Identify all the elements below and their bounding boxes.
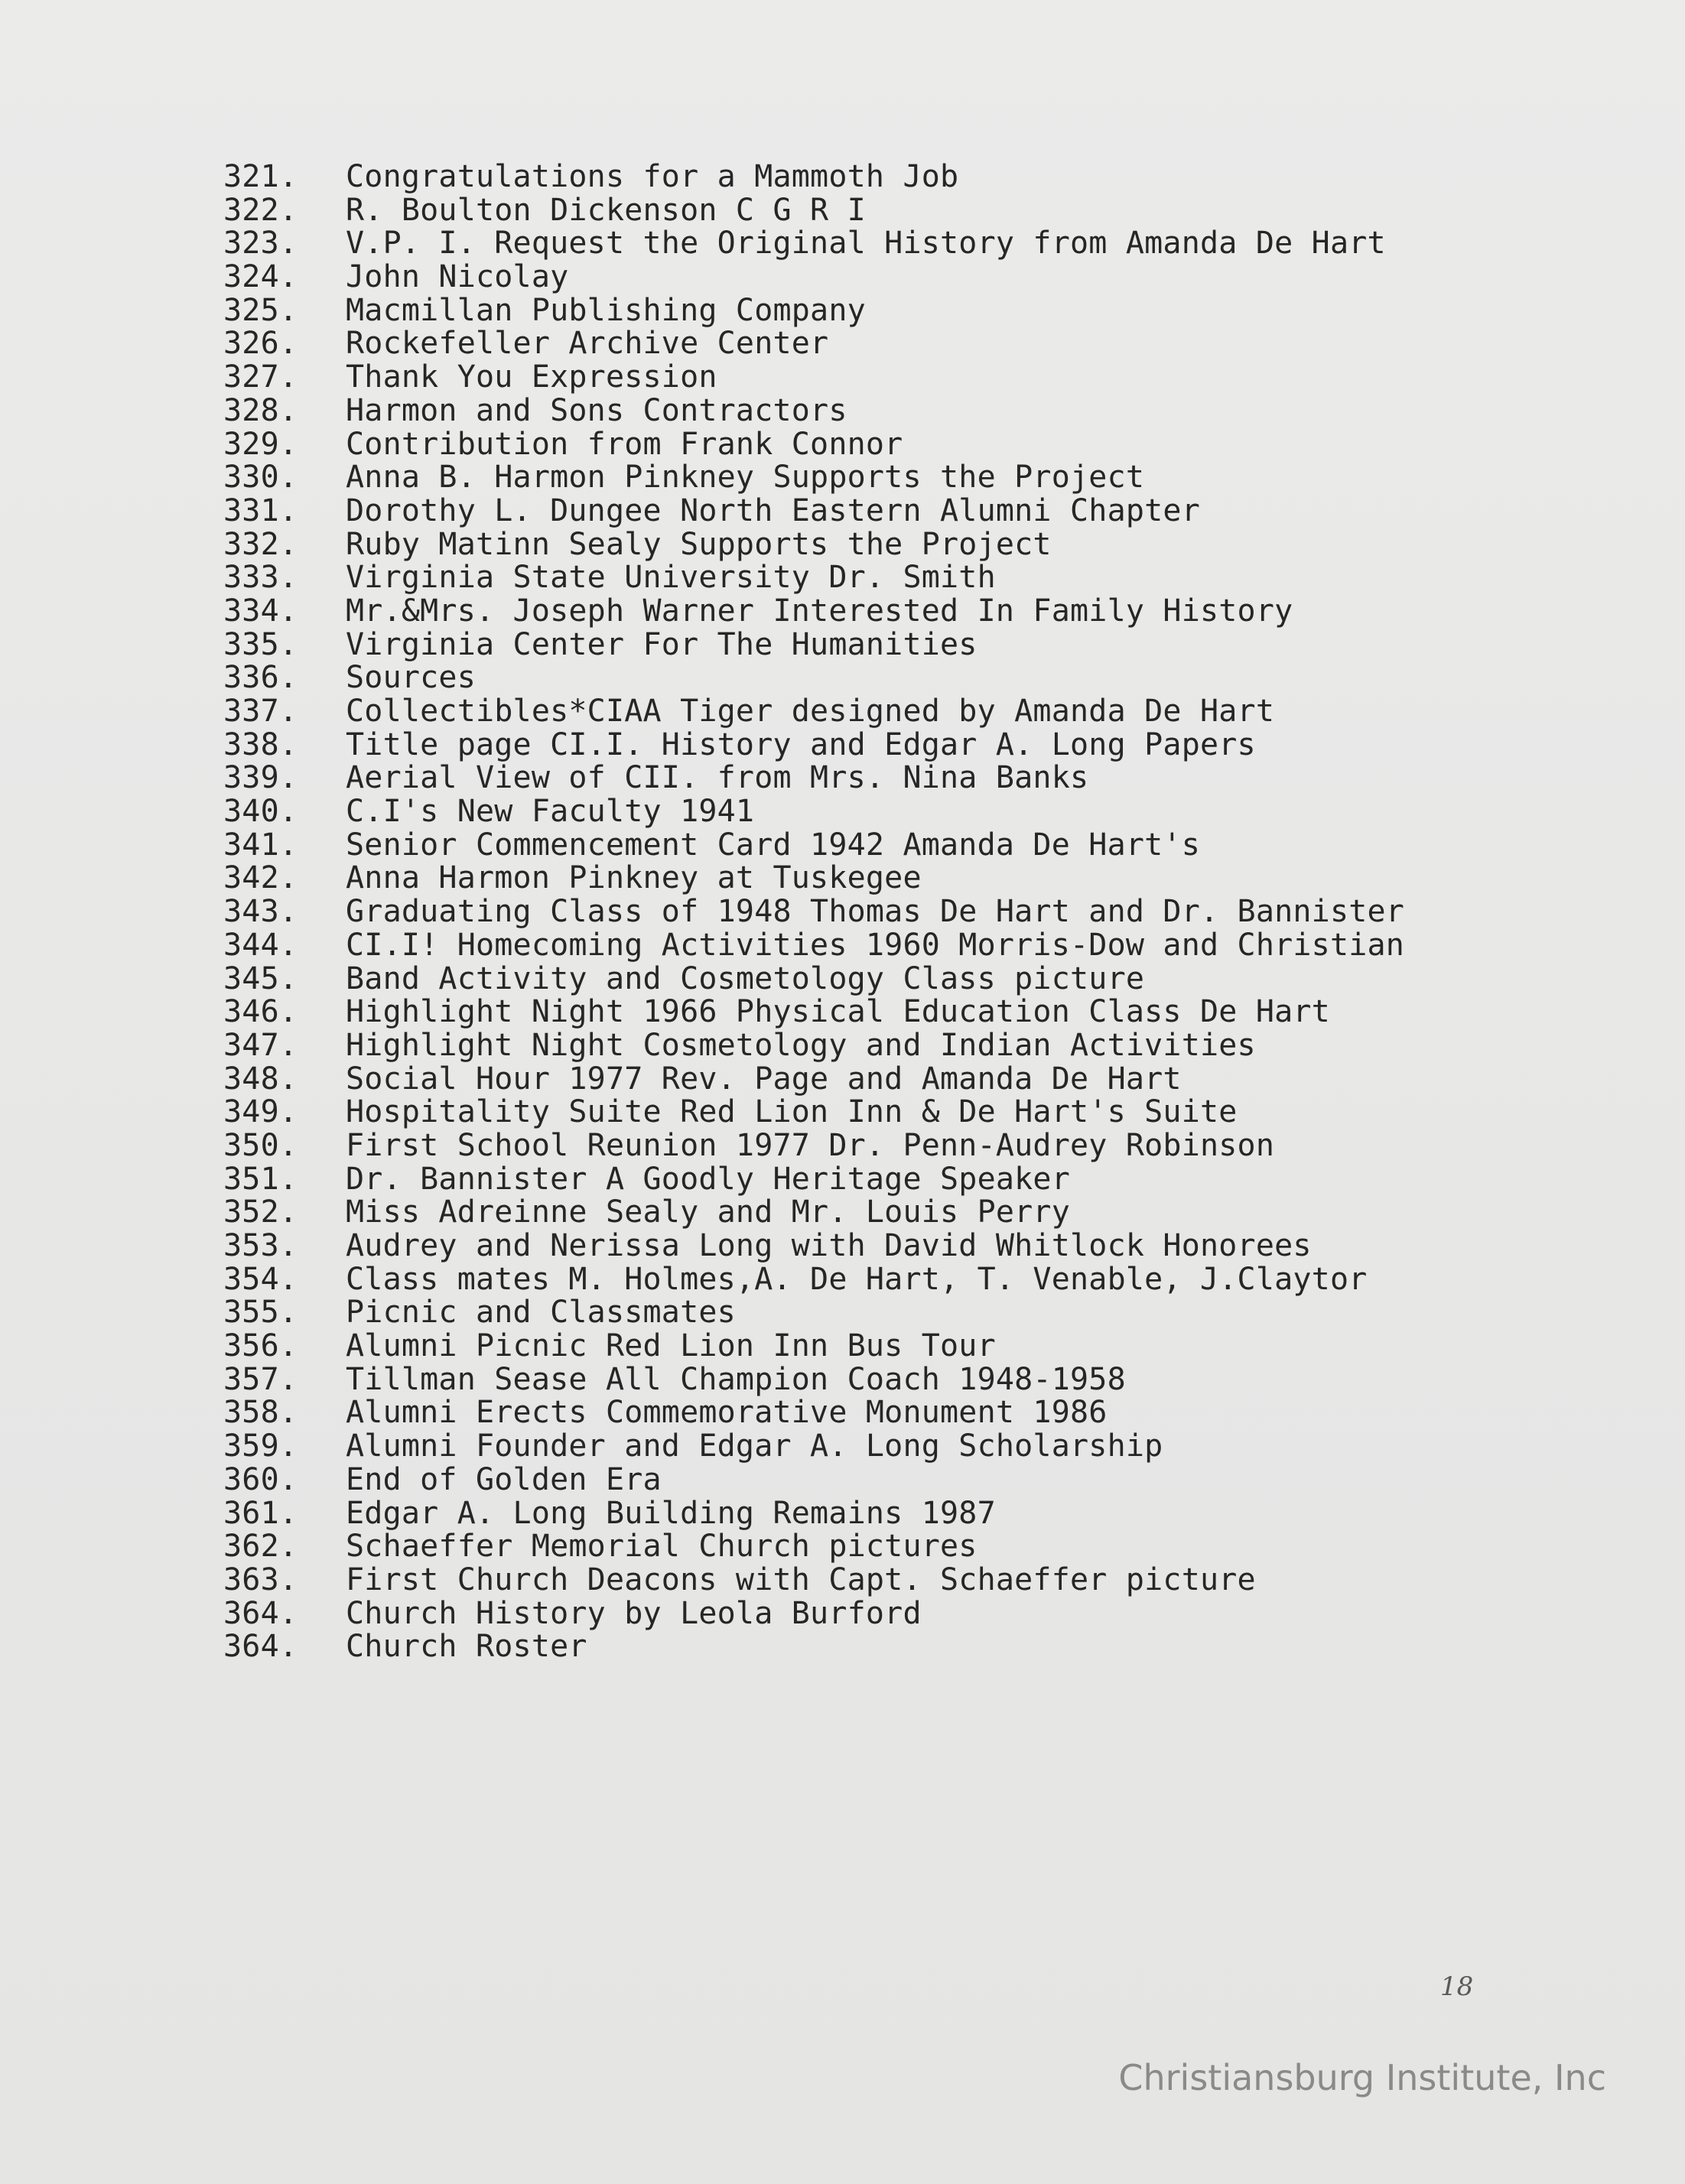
- list-item: [223, 1496, 1404, 1529]
- item-number: 358.: [223, 1395, 298, 1431]
- list-item: [223, 293, 1404, 327]
- list-item: [223, 894, 1404, 928]
- page-number: 18: [1440, 1971, 1474, 2002]
- list-item: [223, 1428, 1404, 1462]
- item-number: 330.: [223, 460, 298, 496]
- item-text: CI.I! Homecoming Activities 1960 Morris-Dow and Christian: [346, 927, 1405, 963]
- list-item: [223, 1362, 1404, 1396]
- list-item: [223, 259, 1404, 293]
- item-text: Senior Commencement Card 1942 Amanda De Hart's: [346, 827, 1200, 863]
- item-text: Congratulations for a Mammoth Job: [346, 159, 959, 194]
- item-number: 337.: [223, 694, 298, 729]
- item-text: Anna Harmon Pinkney at Tuskegee: [346, 860, 922, 896]
- item-text: Thank You Expression: [346, 359, 717, 395]
- item-text: Edgar A. Long Building Remains 1987: [346, 1495, 996, 1531]
- item-text: Anna B. Harmon Pinkney Supports the Project: [346, 460, 1145, 496]
- item-number: 360.: [223, 1461, 298, 1497]
- list-item: [223, 1128, 1404, 1162]
- item-number: 323.: [223, 226, 298, 262]
- item-text: Dorothy L. Dungee North Eastern Alumni Chapter: [346, 492, 1200, 528]
- item-number: 339.: [223, 760, 298, 796]
- item-text: Title page CI.I. History and Edgar A. Long Papers: [346, 726, 1256, 762]
- list-item: [223, 1262, 1404, 1295]
- list-item: [223, 1395, 1404, 1431]
- list-item: [223, 1228, 1404, 1262]
- list-item: [223, 1462, 1404, 1496]
- item-text: Alumni Founder and Edgar A. Long Scholarship: [346, 1428, 1163, 1464]
- list-item: [223, 660, 1404, 694]
- list-item: [223, 994, 1404, 1028]
- list-item: [223, 593, 1404, 627]
- item-text: Harmon and Sons Contractors: [346, 392, 847, 428]
- index-list: [223, 159, 1405, 1665]
- item-number: 354.: [223, 1261, 298, 1297]
- item-text: Virginia Center For The Humanities: [346, 626, 977, 662]
- item-text: Miss Adreinne Sealy and Mr. Louis Perry: [346, 1194, 1070, 1230]
- list-item: [223, 1562, 1404, 1596]
- item-number: 322.: [223, 192, 298, 228]
- item-text: Church Roster: [346, 1629, 587, 1665]
- item-text: Social Hour 1977 Rev. Page and Amanda De Hart: [346, 1061, 1182, 1097]
- item-number: 351.: [223, 1161, 298, 1197]
- list-item: [223, 928, 1404, 961]
- item-text: Aerial View of CII. from Mrs. Nina Banks: [346, 760, 1089, 796]
- item-number: 324.: [223, 259, 298, 295]
- item-text: Alumni Erects Commemorative Monument 1986: [346, 1395, 1108, 1431]
- item-number: 364.: [223, 1595, 298, 1631]
- list-item: [223, 1629, 1404, 1665]
- item-text: Virginia State University Dr. Smith: [346, 560, 996, 596]
- item-text: John Nicolay: [346, 259, 569, 295]
- item-number: 336.: [223, 660, 298, 696]
- item-number: 335.: [223, 626, 298, 662]
- item-number: 325.: [223, 292, 298, 328]
- item-number: 362.: [223, 1529, 298, 1565]
- list-item: [223, 326, 1404, 362]
- list-item: [223, 460, 1404, 496]
- item-text: Contribution from Frank Connor: [346, 426, 903, 462]
- item-text: First School Reunion 1977 Dr. Penn-Audrey Robinson: [346, 1127, 1275, 1163]
- item-text: First Church Deacons with Capt. Schaeffer picture: [346, 1562, 1256, 1597]
- list-item: [223, 694, 1404, 727]
- item-text: Ruby Matinn Sealy Supports the Project: [346, 526, 1052, 562]
- item-text: Schaeffer Memorial Church pictures: [346, 1529, 977, 1565]
- list-item: [223, 359, 1404, 393]
- item-text: Collectibles*CIAA Tiger designed by Amanda De Hart: [346, 694, 1275, 729]
- list-item: [223, 427, 1404, 460]
- item-number: 332.: [223, 526, 298, 562]
- item-text: Picnic and Classmates: [346, 1295, 736, 1331]
- list-item: [223, 727, 1404, 761]
- item-number: 331.: [223, 492, 298, 528]
- list-item: [223, 1162, 1404, 1195]
- item-number: 344.: [223, 927, 298, 963]
- item-text: Church History by Leola Burford: [346, 1595, 922, 1631]
- item-text: Dr. Bannister A Goodly Heritage Speaker: [346, 1161, 1070, 1197]
- item-number: 345.: [223, 960, 298, 996]
- item-number: 347.: [223, 1027, 298, 1063]
- item-number: 361.: [223, 1495, 298, 1531]
- item-number: 363.: [223, 1562, 298, 1597]
- list-item: [223, 393, 1404, 427]
- item-text: Audrey and Nerissa Long with David Whitlock Honorees: [346, 1228, 1312, 1263]
- item-number: 348.: [223, 1061, 298, 1097]
- item-number: 328.: [223, 392, 298, 428]
- list-item: [223, 1194, 1404, 1228]
- list-item: [223, 159, 1404, 193]
- item-number: 333.: [223, 560, 298, 596]
- item-number: 357.: [223, 1361, 298, 1397]
- item-number: 353.: [223, 1228, 298, 1263]
- item-number: 356.: [223, 1328, 298, 1364]
- item-number: 321.: [223, 159, 298, 194]
- list-item: [223, 827, 1404, 861]
- list-item: [223, 527, 1404, 561]
- list-item: [223, 1529, 1404, 1565]
- list-item: [223, 1295, 1404, 1331]
- list-item: [223, 1328, 1404, 1362]
- item-text: Alumni Picnic Red Lion Inn Bus Tour: [346, 1328, 996, 1364]
- list-item: [223, 493, 1404, 527]
- item-text: Rockefeller Archive Center: [346, 326, 829, 362]
- item-text: Mr.&Mrs. Joseph Warner Interested In Family History: [346, 593, 1293, 629]
- list-item: [223, 1028, 1404, 1061]
- item-number: 355.: [223, 1295, 298, 1331]
- item-number: 342.: [223, 860, 298, 896]
- item-text: End of Golden Era: [346, 1461, 662, 1497]
- item-number: 327.: [223, 359, 298, 395]
- item-number: 329.: [223, 426, 298, 462]
- item-text: Macmillan Publishing Company: [346, 292, 866, 328]
- list-item: [223, 860, 1404, 894]
- item-number: 364.: [223, 1629, 298, 1665]
- list-item: [223, 961, 1404, 995]
- item-number: 359.: [223, 1428, 298, 1464]
- item-text: Highlight Night 1966 Physical Education Class De Hart: [346, 994, 1330, 1030]
- item-text: Graduating Class of 1948 Thomas De Hart and Dr. Bannister: [346, 894, 1405, 930]
- item-text: V.P. I. Request the Original History from Amanda De Hart: [346, 226, 1386, 262]
- item-text: Class mates M. Holmes,A. De Hart, T. Venable, J.Claytor: [346, 1261, 1368, 1297]
- item-text: C.I's New Faculty 1941: [346, 794, 755, 830]
- item-number: 343.: [223, 894, 298, 930]
- item-text: Band Activity and Cosmetology Class picture: [346, 960, 1145, 996]
- item-number: 349.: [223, 1094, 298, 1130]
- item-number: 346.: [223, 994, 298, 1030]
- item-text: Highlight Night Cosmetology and Indian Activities: [346, 1027, 1256, 1063]
- item-number: 334.: [223, 593, 298, 629]
- list-item: [223, 193, 1404, 226]
- list-item: [223, 1061, 1404, 1095]
- item-text: R. Boulton Dickenson C G R I: [346, 192, 866, 228]
- list-item: [223, 760, 1404, 794]
- item-text: Hospitality Suite Red Lion Inn & De Hart's Suite: [346, 1094, 1238, 1130]
- list-item: [223, 627, 1404, 661]
- item-number: 340.: [223, 794, 298, 830]
- item-text: Tillman Sease All Champion Coach 1948-1958: [346, 1361, 1126, 1397]
- item-number: 352.: [223, 1194, 298, 1230]
- item-number: 338.: [223, 726, 298, 762]
- list-item: [223, 1094, 1404, 1128]
- item-number: 350.: [223, 1127, 298, 1163]
- list-item: [223, 226, 1404, 262]
- item-number: 341.: [223, 827, 298, 863]
- list-item: [223, 560, 1404, 596]
- item-text: Sources: [346, 660, 476, 696]
- watermark: Christiansburg Institute, Inc: [1118, 2057, 1606, 2098]
- list-item: [223, 794, 1404, 830]
- item-number: 326.: [223, 326, 298, 362]
- list-item: [223, 1596, 1404, 1630]
